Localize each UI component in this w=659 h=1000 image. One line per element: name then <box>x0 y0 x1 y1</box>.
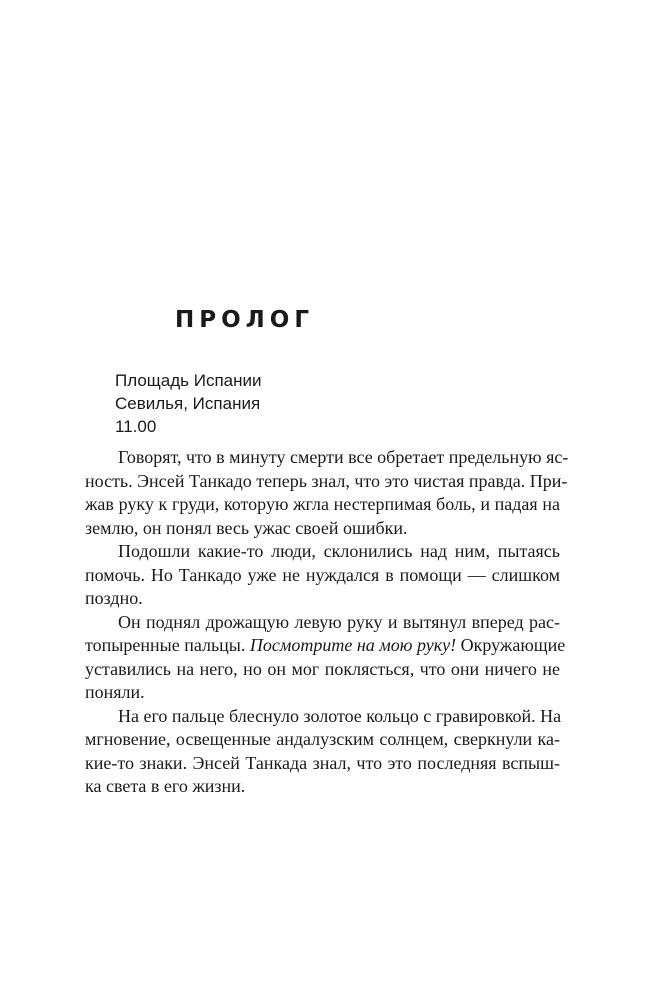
dateline-place: Площадь Испании <box>115 371 262 390</box>
text-segment: топыренные пальцы. <box>85 635 246 655</box>
text-line: мгновение, освещенные андалузским солнцем, сверкнули ка- <box>85 729 560 749</box>
text-line: поздно. <box>85 588 143 608</box>
paragraph <box>85 705 560 799</box>
dateline-time: 11.00 <box>115 417 157 436</box>
paragraph <box>85 540 560 611</box>
text-line: На его пальце блеснуло золотое кольцо с гравировкой. На <box>118 705 562 726</box>
dateline <box>115 369 261 438</box>
chapter-title: ПРОЛОГ <box>175 307 314 333</box>
text-segment: Окружающие <box>460 635 566 655</box>
text-line: Подошли какие-то люди, склонились над ним, пытаясь <box>118 541 560 561</box>
dateline-city: Севилья, Испания <box>115 394 261 413</box>
paragraph <box>85 611 566 705</box>
italic-phrase: Посмотрите на мою руку! <box>249 635 457 655</box>
text-line: землю, он понял весь ужас своей ошибки. <box>85 517 408 538</box>
text-line: ность. Энсей Танкадо теперь знал, что это чистая правда. При- <box>85 470 568 491</box>
text-line: помочь. Но Танкадо уже не нуждался в помощи — слишком <box>85 564 560 585</box>
text-line: Говорят, что в минуту смерти все обретает предельную яс- <box>118 447 569 467</box>
text-line: уставились на него, но он мог поклясться, что они ничего не <box>85 658 560 679</box>
text-line: жав руку к груди, которую жгла нестерпимая боль, и падая на <box>85 494 560 514</box>
text-line-mixed <box>85 634 566 658</box>
text-line: Он поднял дрожащую левую руку и вытянул вперед рас- <box>118 611 560 632</box>
text-line: ка света в его жизни. <box>85 776 246 796</box>
text-line: поняли. <box>85 682 145 702</box>
body-text <box>85 446 569 799</box>
text-line: кие-то знаки. Энсей Танкада знал, что это последняя вспыш- <box>85 752 560 773</box>
paragraph <box>85 446 569 540</box>
